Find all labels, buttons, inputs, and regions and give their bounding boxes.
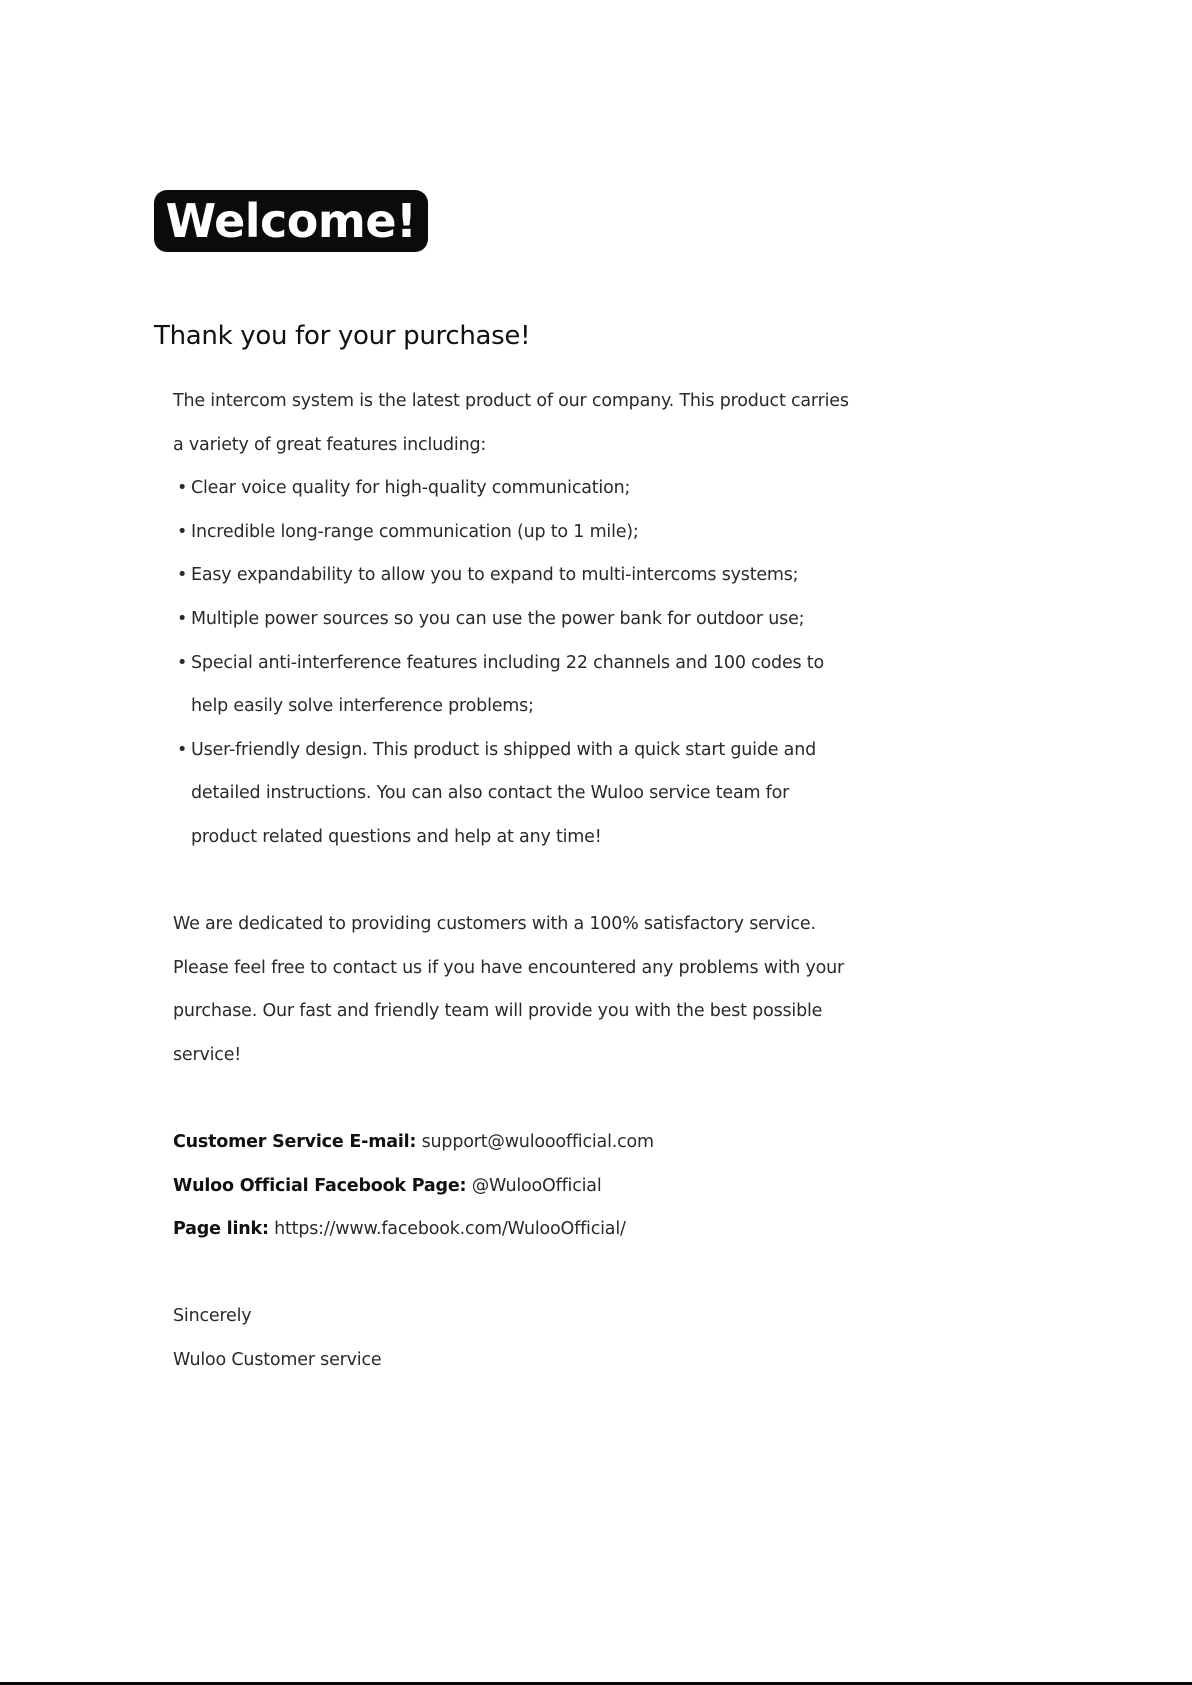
contact-link-label: Page link: [173, 1219, 269, 1240]
intro-line-1: The intercom system is the latest product of our company. This product carries [173, 391, 849, 411]
intro-line-2: a variety of great features including: [173, 434, 487, 455]
letter-body [173, 380, 873, 1383]
bullet-icon: • [177, 608, 188, 629]
paragraph-spacer [173, 1252, 873, 1296]
feature-text: Incredible long-range communication (up to 1 mile); [191, 521, 639, 542]
feature-text: Easy expandability to allow you to expand to multi-intercoms systems; [191, 565, 799, 586]
signature: Wuloo Customer service [173, 1350, 382, 1371]
feature-item [173, 554, 873, 598]
dedication-line-4: service! [173, 1044, 242, 1065]
dedication-line-2: Please feel free to contact us if you have encountered any problems with your [173, 957, 845, 978]
feature-text-continued: help easily solve interference problems; [191, 696, 534, 717]
bullet-icon: • [177, 652, 188, 673]
contact-facebook-row [173, 1165, 873, 1209]
bullet-icon: • [177, 521, 188, 542]
feature-item [173, 598, 873, 642]
feature-text-continued: detailed instructions. You can also contact the Wuloo service team for [191, 783, 790, 804]
bullet-icon: • [177, 565, 188, 586]
feature-item [173, 511, 873, 555]
contact-facebook-label: Wuloo Official Facebook Page: [173, 1175, 467, 1196]
feature-text: Clear voice quality for high-quality communication; [191, 478, 631, 499]
page-subtitle: Thank you for your purchase! [154, 321, 531, 351]
paragraph-spacer [173, 1078, 873, 1122]
dedication-line-1: We are dedicated to providing customers with a 100% satisfactory service. [173, 914, 816, 935]
sign-off: Sincerely [173, 1306, 252, 1327]
contact-link-row [173, 1208, 873, 1252]
feature-item [173, 467, 873, 511]
welcome-badge: Welcome! [154, 190, 428, 252]
feature-text: User-friendly design. This product is shipped with a quick start guide and [191, 739, 816, 760]
feature-item [173, 642, 873, 686]
feature-text-continued: product related questions and help at any time! [191, 826, 602, 847]
contact-email-row [173, 1121, 873, 1165]
contact-facebook-value: @WulooOfficial [471, 1175, 602, 1196]
contact-email-value: support@wulooofficial.com [421, 1132, 654, 1153]
feature-text: Multiple power sources so you can use the power bank for outdoor use; [191, 608, 805, 629]
feature-text: Special anti-interference features including 22 channels and 100 codes to [191, 652, 824, 673]
bullet-icon: • [177, 739, 188, 760]
paragraph-spacer [173, 860, 873, 904]
contact-email-label: Customer Service E-mail: [173, 1132, 417, 1153]
bullet-icon: • [177, 478, 188, 499]
feature-item [173, 729, 873, 773]
contact-link-value: https://www.facebook.com/WulooOfficial/ [274, 1219, 626, 1240]
dedication-line-3: purchase. Our fast and friendly team will provide you with the best possible [173, 1001, 823, 1022]
